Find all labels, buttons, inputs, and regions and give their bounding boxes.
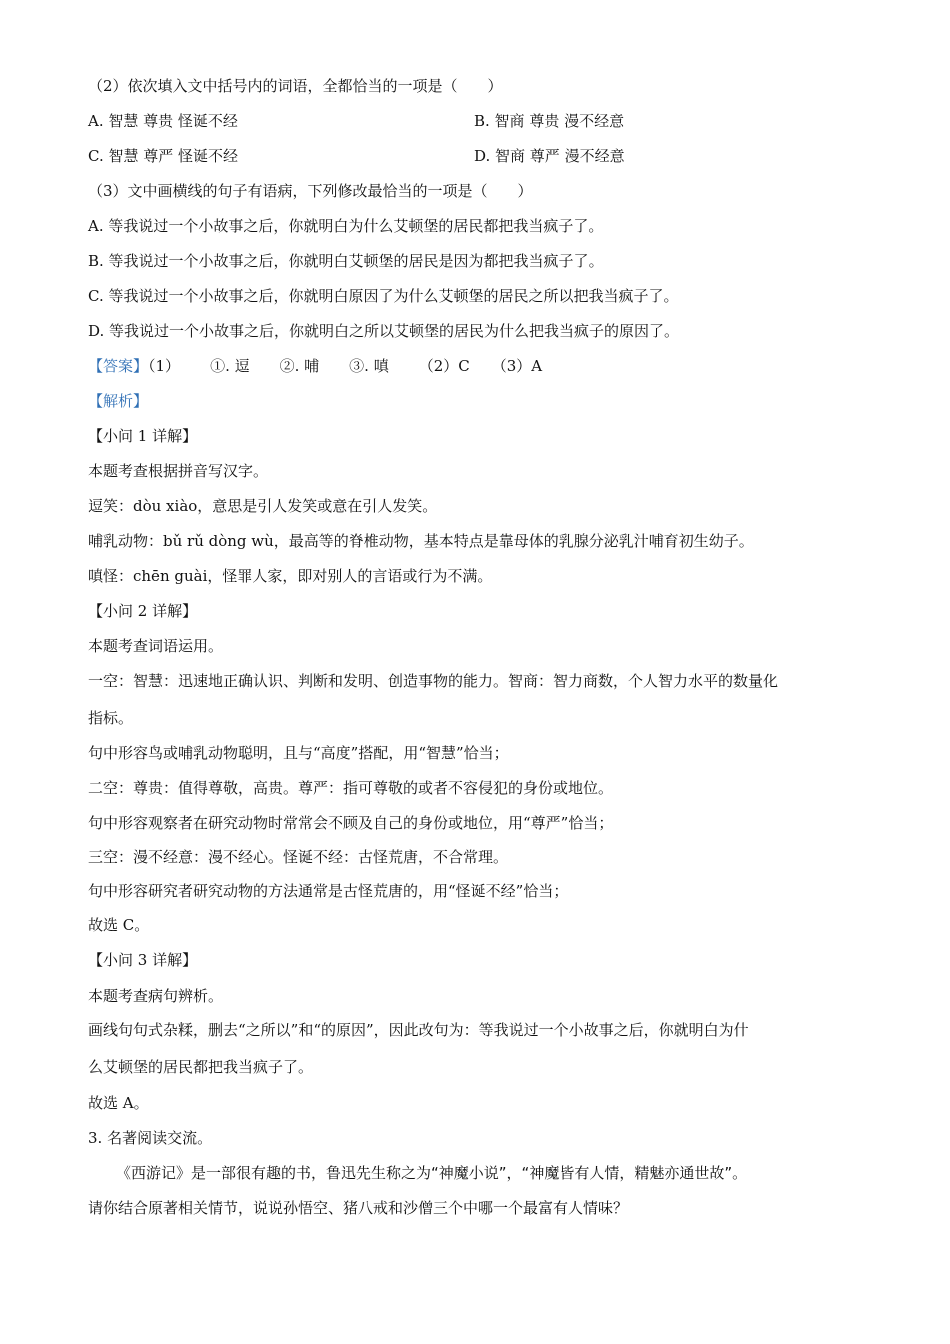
analysis-line: 本题考查根据拼音写汉字。 <box>88 462 269 480</box>
analysis-line: 逗笑：dòu xiào，意思是引人发笑或意在引人发笑。 <box>88 497 438 515</box>
analysis-line: 一空：智慧：迅速地正确认识、判断和发明、创造事物的能力。智商：智力商数，个人智力水平的数量化 <box>88 672 779 690</box>
answer-blank-1: ①. 逗 <box>210 357 250 375</box>
q3-option-d: D. 等我说过一个小故事之后，你就明白之所以艾顿堡的居民为什么把我当疯子的原因了。 <box>88 322 680 340</box>
q2-option-a: A. 智慧 尊贵 怪诞不经 <box>88 112 238 130</box>
answer-line <box>88 356 542 376</box>
q4-title: 3. 名著阅读交流。 <box>88 1129 213 1147</box>
analysis-heading-1: 【小问 1 详解】 <box>88 427 198 445</box>
answer-part3: （3）A <box>491 357 543 375</box>
analysis-line: 嗔怪：chēn guài，怪罪人家，即对别人的言语或行为不满。 <box>88 567 493 585</box>
q2-option-c: C. 智慧 尊严 怪诞不经 <box>88 147 239 165</box>
analysis-line: 故选 A。 <box>88 1094 149 1112</box>
q3-option-a: A. 等我说过一个小故事之后，你就明白为什么艾顿堡的居民都把我当疯子了。 <box>88 217 604 235</box>
analysis-line: 故选 C。 <box>88 916 150 934</box>
analysis-line: 二空：尊贵：值得尊敬，高贵。尊严：指可尊敬的或者不容侵犯的身份或地位。 <box>88 779 614 797</box>
q2-option-b: B. 智商 尊贵 漫不经意 <box>474 112 625 130</box>
analysis-heading-3: 【小问 3 详解】 <box>88 951 198 969</box>
analysis-tag: 【解析】 <box>88 392 149 410</box>
q4-paragraph-2: 请你结合原著相关情节，说说孙悟空、猪八戒和沙僧三个中哪一个最富有人情味？ <box>88 1199 629 1217</box>
answer-blank-3: ③. 嗔 <box>349 357 389 375</box>
analysis-line: 三空：漫不经意：漫不经心。怪诞不经：古怪荒唐，不合常理。 <box>88 848 509 866</box>
q2-stem: （2）依次填入文中括号内的词语，全都恰当的一项是（ ） <box>88 77 503 95</box>
answer-tag: 【答案】 <box>88 357 149 375</box>
q3-option-b: B. 等我说过一个小故事之后，你就明白艾顿堡的居民是因为都把我当疯子了。 <box>88 252 604 270</box>
analysis-line: 本题考查词语运用。 <box>88 637 224 655</box>
q3-stem: （3）文中画横线的句子有语病，下列修改最恰当的一项是（ ） <box>88 182 533 200</box>
analysis-heading-2: 【小问 2 详解】 <box>88 602 198 620</box>
analysis-line: 指标。 <box>88 709 134 727</box>
answer-part2: （2）C <box>418 357 470 375</box>
answer-part1: （1） <box>148 357 181 375</box>
analysis-line: 句中形容观察者在研究动物时常常会不顾及自己的身份或地位，用“尊严”恰当； <box>88 814 614 832</box>
q4-paragraph-1: 《西游记》是一部很有趣的书，鲁迅先生称之为“神魔小说”，“神魔皆有人情，精魅亦通世故”。 <box>116 1164 748 1182</box>
analysis-line: 么艾顿堡的居民都把我当疯子了。 <box>88 1058 314 1076</box>
q3-option-c: C. 等我说过一个小故事之后，你就明白原因了为什么艾顿堡的居民之所以把我当疯子了。 <box>88 287 679 305</box>
analysis-line: 哺乳动物：bǔ rǔ dòng wù，最高等的脊椎动物，基本特点是靠母体的乳腺分泌乳汁哺育初生幼子。 <box>88 532 754 550</box>
analysis-line: 画线句句式杂糅，删去“之所以”和“的原因”，因此改句为：等我说过一个小故事之后，你就明白为什 <box>88 1021 749 1039</box>
analysis-line: 句中形容研究者研究动物的方法通常是古怪荒唐的，用“怪诞不经”恰当； <box>88 882 569 900</box>
q2-option-d: D. 智商 尊严 漫不经意 <box>474 147 625 165</box>
analysis-line: 本题考查病句辨析。 <box>88 987 224 1005</box>
analysis-line: 句中形容鸟或哺乳动物聪明，且与“高度”搭配，用“智慧”恰当； <box>88 744 509 762</box>
answer-blank-2: ②. 哺 <box>279 357 320 375</box>
